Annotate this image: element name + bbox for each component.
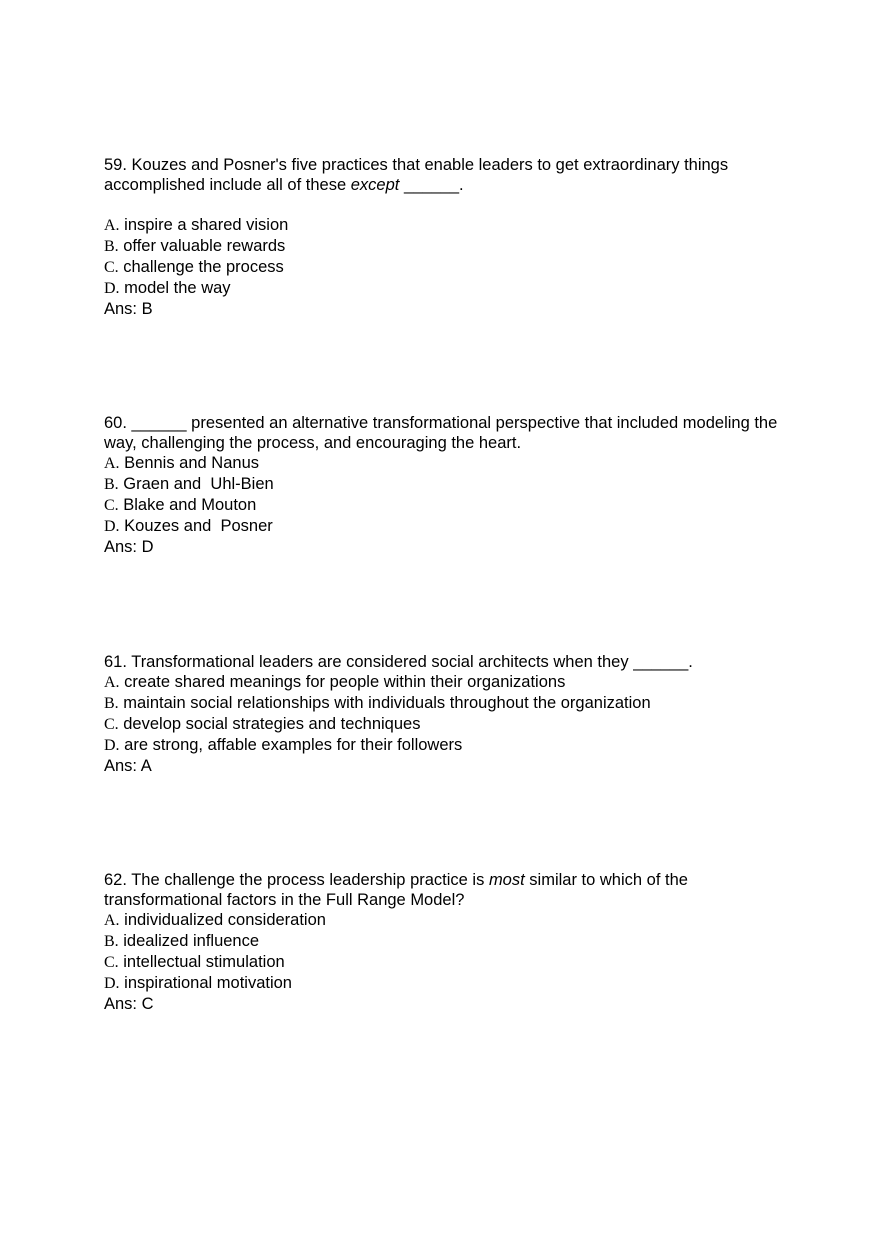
question-59 bbox=[104, 155, 784, 319]
option-text: Kouzes and Posner bbox=[119, 517, 273, 535]
option-letter: B. bbox=[104, 695, 119, 712]
option-d bbox=[104, 516, 784, 537]
option-letter: B. bbox=[104, 476, 119, 493]
question-stem: 61. Transformational leaders are considered social architects when they ______. bbox=[104, 653, 693, 671]
option-letter: C. bbox=[104, 259, 119, 276]
option-c bbox=[104, 952, 784, 973]
option-b bbox=[104, 474, 784, 495]
option-a bbox=[104, 910, 784, 931]
option-text: individualized consideration bbox=[119, 911, 326, 929]
question-stem: 60. ______ presented an alternative transformational perspective that included modeling the way, challenging the process, and encouraging the heart. bbox=[104, 414, 782, 452]
question-stem: 62. The challenge the process leadership practice is most similar to which of the transformational factors in the Full Range Model? bbox=[104, 871, 693, 909]
option-a bbox=[104, 215, 784, 236]
option-text: inspirational motivation bbox=[119, 974, 292, 992]
option-text: idealized influence bbox=[118, 932, 260, 950]
question-stem: 59. Kouzes and Posner's five practices that enable leaders to get extraordinary things accomplished include all of these except ______. bbox=[104, 156, 733, 194]
option-letter: D. bbox=[104, 280, 120, 297]
option-text: create shared meanings for people within their organizations bbox=[119, 673, 566, 691]
option-text: develop social strategies and techniques bbox=[118, 715, 421, 733]
option-d bbox=[104, 278, 784, 299]
option-letter: C. bbox=[104, 716, 119, 733]
option-letter: B. bbox=[104, 933, 119, 950]
option-a bbox=[104, 453, 784, 474]
option-text: offer valuable rewards bbox=[118, 237, 286, 255]
option-b bbox=[104, 236, 784, 257]
option-text: maintain social relationships with individuals throughout the organization bbox=[118, 694, 651, 712]
emphasis-text: most bbox=[488, 871, 525, 889]
option-letter: D. bbox=[104, 737, 120, 754]
option-text: Graen and Uhl-Bien bbox=[118, 475, 274, 493]
option-letter: A. bbox=[104, 217, 120, 234]
option-c bbox=[104, 257, 784, 278]
answer-key: Ans: C bbox=[104, 995, 154, 1013]
answer-key: Ans: A bbox=[104, 757, 152, 775]
option-text: challenge the process bbox=[118, 258, 284, 276]
option-c bbox=[104, 714, 784, 735]
option-text: model the way bbox=[119, 279, 231, 297]
option-letter: C. bbox=[104, 497, 119, 514]
option-b bbox=[104, 931, 784, 952]
question-62 bbox=[104, 870, 784, 1014]
option-letter: D. bbox=[104, 975, 120, 992]
option-text: Bennis and Nanus bbox=[119, 454, 259, 472]
option-text: are strong, affable examples for their followers bbox=[119, 736, 463, 754]
option-letter: A. bbox=[104, 674, 120, 691]
option-letter: D. bbox=[104, 518, 120, 535]
option-letter: A. bbox=[104, 912, 120, 929]
answer-key: Ans: B bbox=[104, 300, 153, 318]
option-letter: A. bbox=[104, 455, 120, 472]
answer-key: Ans: D bbox=[104, 538, 154, 556]
option-text: Blake and Mouton bbox=[118, 496, 257, 514]
option-a bbox=[104, 672, 784, 693]
option-text: inspire a shared vision bbox=[119, 216, 289, 234]
option-letter: C. bbox=[104, 954, 119, 971]
option-letter: B. bbox=[104, 238, 119, 255]
emphasis-text: except bbox=[350, 176, 400, 194]
option-b bbox=[104, 693, 784, 714]
option-d bbox=[104, 735, 784, 756]
option-text: intellectual stimulation bbox=[118, 953, 285, 971]
question-60 bbox=[104, 413, 784, 557]
question-61 bbox=[104, 652, 784, 776]
option-c bbox=[104, 495, 784, 516]
option-d bbox=[104, 973, 784, 994]
